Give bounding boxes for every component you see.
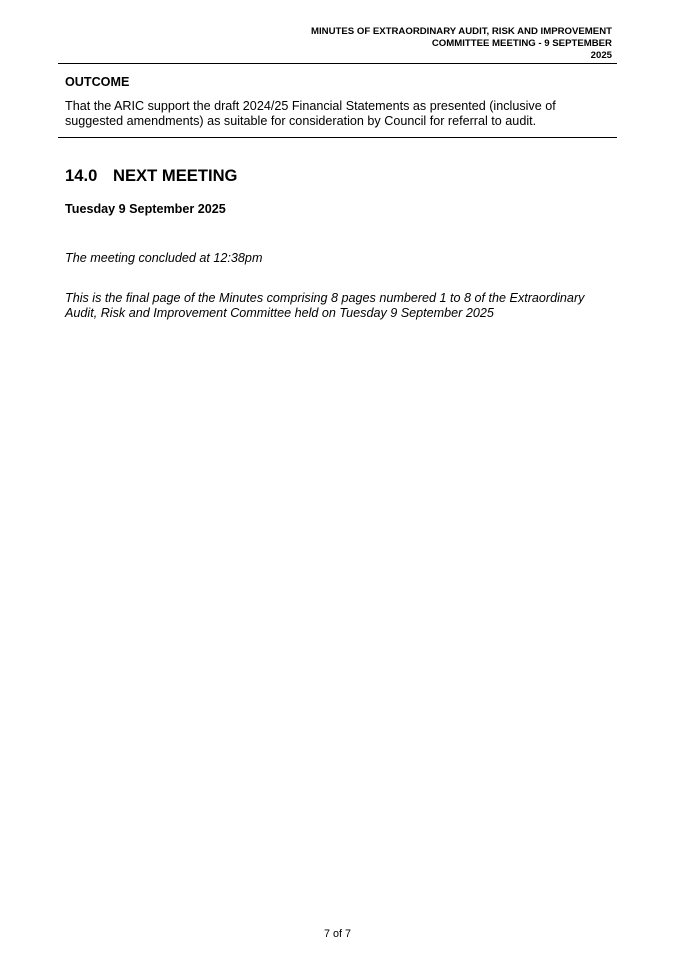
meeting-concluded-text: The meeting concluded at 12:38pm bbox=[65, 251, 263, 265]
page-number: 7 of 7 bbox=[323, 928, 351, 940]
running-header bbox=[300, 26, 612, 62]
outcome-divider bbox=[58, 137, 617, 138]
next-meeting-date: Tuesday 9 September 2025 bbox=[65, 202, 226, 216]
final-page-note: This is the final page of the Minutes comprising 8 pages numbered 1 to 8 of the Extraordinary Audit, Risk and Improvement Committee held on Tuesday 9 September 2025 bbox=[65, 291, 585, 320]
outcome-heading: OUTCOME bbox=[65, 75, 130, 89]
outcome-text: That the ARIC support the draft 2024/25 Financial Statements as presented (inclusive of suggested amendments) as suitable for consideration by Council for referral to audit. bbox=[65, 99, 556, 128]
section-number: 14.0 bbox=[65, 166, 98, 185]
section-title: NEXT MEETING bbox=[113, 166, 238, 185]
section-heading bbox=[65, 166, 237, 186]
running-header-line-1: MINUTES OF EXTRAORDINARY AUDIT, RISK AND IMPROVEMENT COMMITTEE MEETING - 9 SEPTEMBER bbox=[311, 26, 612, 49]
running-header-line-2: 2025 bbox=[590, 50, 612, 61]
header-divider bbox=[58, 63, 617, 64]
